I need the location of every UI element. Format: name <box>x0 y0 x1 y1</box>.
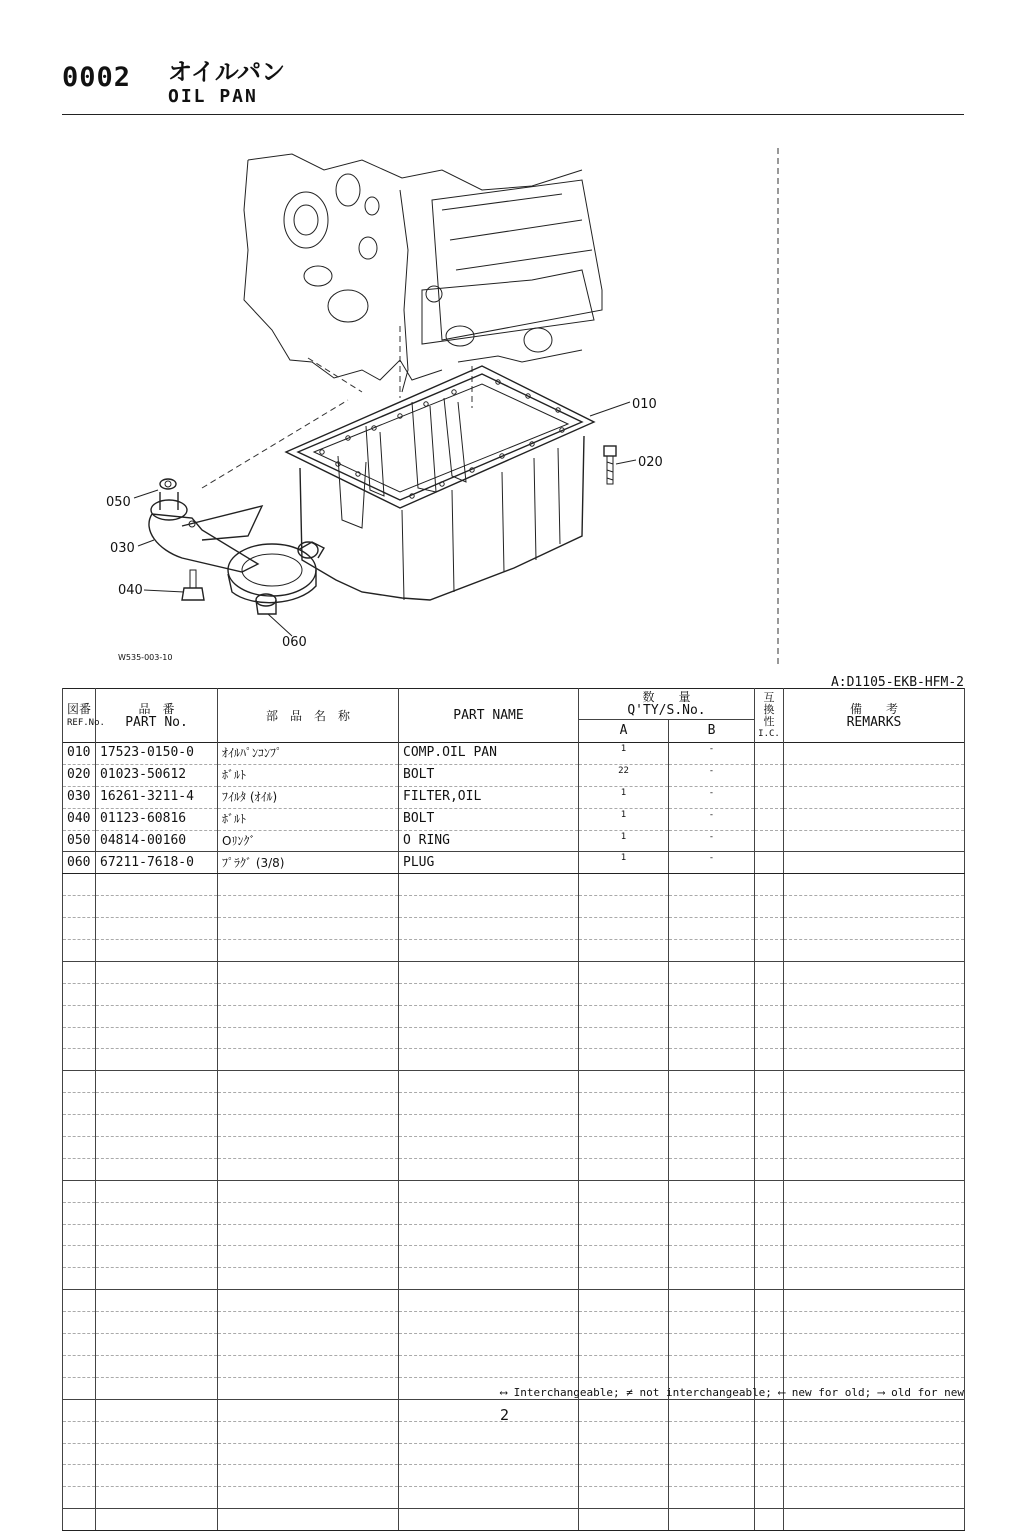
part-name-cell: BOLT <box>399 808 579 830</box>
empty-table-row <box>63 1137 965 1159</box>
figure-id: W535-003-10 <box>118 653 173 662</box>
empty-table-row <box>63 1224 965 1246</box>
empty-table-row <box>63 896 965 918</box>
part-name-cell: PLUG <box>399 852 579 874</box>
quantity-header: 数 量 Q'TY/S.No. <box>579 689 755 720</box>
qty-a-cell: 22 <box>579 764 669 786</box>
empty-table-row <box>63 1180 965 1202</box>
ref-cell: 060 <box>63 852 96 874</box>
empty-table-row <box>63 1049 965 1071</box>
part-no-cell: 01023-50612 <box>96 764 218 786</box>
part-no-cell: 16261-3211-4 <box>96 786 218 808</box>
part-no-cell: 04814-00160 <box>96 830 218 852</box>
empty-table-row <box>63 1355 965 1377</box>
bolt-020-illustration <box>604 446 616 484</box>
part-name-cell: O RING <box>399 830 579 852</box>
empty-table-row <box>63 940 965 962</box>
qty-a-header: A <box>579 720 669 743</box>
part-name-jp-cell: ﾌｲﾙﾀ (ｵｲﾙ) <box>218 786 399 808</box>
table-row <box>63 808 965 830</box>
part-no-cell: 01123-60816 <box>96 808 218 830</box>
part-no-cell: 67211-7618-0 <box>96 852 218 874</box>
ref-cell: 050 <box>63 830 96 852</box>
part-name-jp-cell: ﾎﾞﾙﾄ <box>218 808 399 830</box>
empty-table-row <box>63 1027 965 1049</box>
bolt-040-illustration <box>182 570 204 600</box>
callout-030: 030 <box>110 541 135 556</box>
ref-no-header: 図番 REF.No. <box>63 689 96 743</box>
title-divider <box>62 114 964 115</box>
callout-050: 050 <box>106 495 131 510</box>
ref-cell: 020 <box>63 764 96 786</box>
callout-020: 020 <box>638 455 663 470</box>
table-row <box>63 764 965 786</box>
part-name-header: PART NAME <box>399 689 579 743</box>
empty-table-row <box>63 1005 965 1027</box>
remarks-header: 備 考 REMARKS <box>784 689 965 743</box>
part-name-jp-cell: ｵｲﾙﾊﾟﾝｺﾝﾌﾟ <box>218 743 399 765</box>
part-name-jp-header: 部 品 名 称 <box>218 689 399 743</box>
empty-table-row <box>63 961 965 983</box>
callout-060: 060 <box>282 635 307 650</box>
parts-table <box>62 688 965 1531</box>
oil-filter-illustration <box>149 479 316 603</box>
part-name-cell: BOLT <box>399 764 579 786</box>
qty-b-header: B <box>669 720 755 743</box>
part-no-header: 品 番 PART No. <box>96 689 218 743</box>
part-name-jp-cell: ﾌﾟﾗｸﾞ (3/8) <box>218 852 399 874</box>
empty-table-row <box>63 1334 965 1356</box>
empty-table-row <box>63 1093 965 1115</box>
page-number: 2 <box>500 1406 510 1424</box>
qty-a-cell: 1 <box>579 786 669 808</box>
blank-rows <box>63 874 965 1531</box>
empty-table-row <box>63 1115 965 1137</box>
part-name-jp-cell: ﾎﾞﾙﾄ <box>218 764 399 786</box>
empty-table-row <box>63 918 965 940</box>
table-row <box>63 830 965 852</box>
empty-table-row <box>63 1071 965 1093</box>
empty-table-row <box>63 1290 965 1312</box>
part-name-cell: FILTER,OIL <box>399 786 579 808</box>
empty-table-row <box>63 1312 965 1334</box>
table-row <box>63 786 965 808</box>
page-title: OIL PAN <box>168 86 258 107</box>
oil-pan-illustration <box>286 366 594 600</box>
empty-table-row <box>63 874 965 896</box>
empty-table-row <box>63 1399 965 1421</box>
model-label: A:D1105-EKB-HFM-2 <box>830 675 964 690</box>
empty-table-row <box>63 1421 965 1443</box>
interchangeability-header: 互換性 I.C. <box>755 689 784 743</box>
engine-block-outline <box>202 154 602 488</box>
qty-a-cell: 1 <box>579 830 669 852</box>
qty-b-cell: - <box>669 808 755 830</box>
part-name-cell: COMP.OIL PAN <box>399 743 579 765</box>
qty-a-cell: 1 <box>579 852 669 874</box>
ref-cell: 030 <box>63 786 96 808</box>
qty-a-cell: 1 <box>579 808 669 830</box>
section-number: 0002 <box>62 62 132 93</box>
empty-table-row <box>63 1202 965 1224</box>
part-no-cell: 17523-0150-0 <box>96 743 218 765</box>
empty-table-row <box>63 1268 965 1290</box>
callout-010: 010 <box>632 397 657 412</box>
empty-table-row <box>63 1158 965 1180</box>
empty-table-row <box>63 1487 965 1509</box>
empty-table-row <box>63 1443 965 1465</box>
qty-b-cell: - <box>669 830 755 852</box>
ref-cell: 010 <box>63 743 96 765</box>
table-row <box>63 852 965 874</box>
qty-a-cell: 1 <box>579 743 669 765</box>
table-row <box>63 743 965 765</box>
qty-b-cell: - <box>669 743 755 765</box>
page-title-japanese: オイルパン <box>168 58 286 86</box>
empty-table-row <box>63 1246 965 1268</box>
ref-cell: 040 <box>63 808 96 830</box>
qty-b-cell: - <box>669 764 755 786</box>
exploded-parts-diagram <box>62 130 964 675</box>
qty-b-cell: - <box>669 852 755 874</box>
empty-table-row <box>63 1465 965 1487</box>
qty-b-cell: - <box>669 786 755 808</box>
empty-table-row <box>63 1509 965 1531</box>
interchangeability-legend: ⟷ Interchangeable; ≠ not interchangeable; ⟵ new for old; ⟶ old for new <box>500 1386 964 1399</box>
part-name-jp-cell: Oﾘﾝｸﾞ <box>218 830 399 852</box>
empty-table-row <box>63 983 965 1005</box>
callout-040: 040 <box>118 583 143 598</box>
